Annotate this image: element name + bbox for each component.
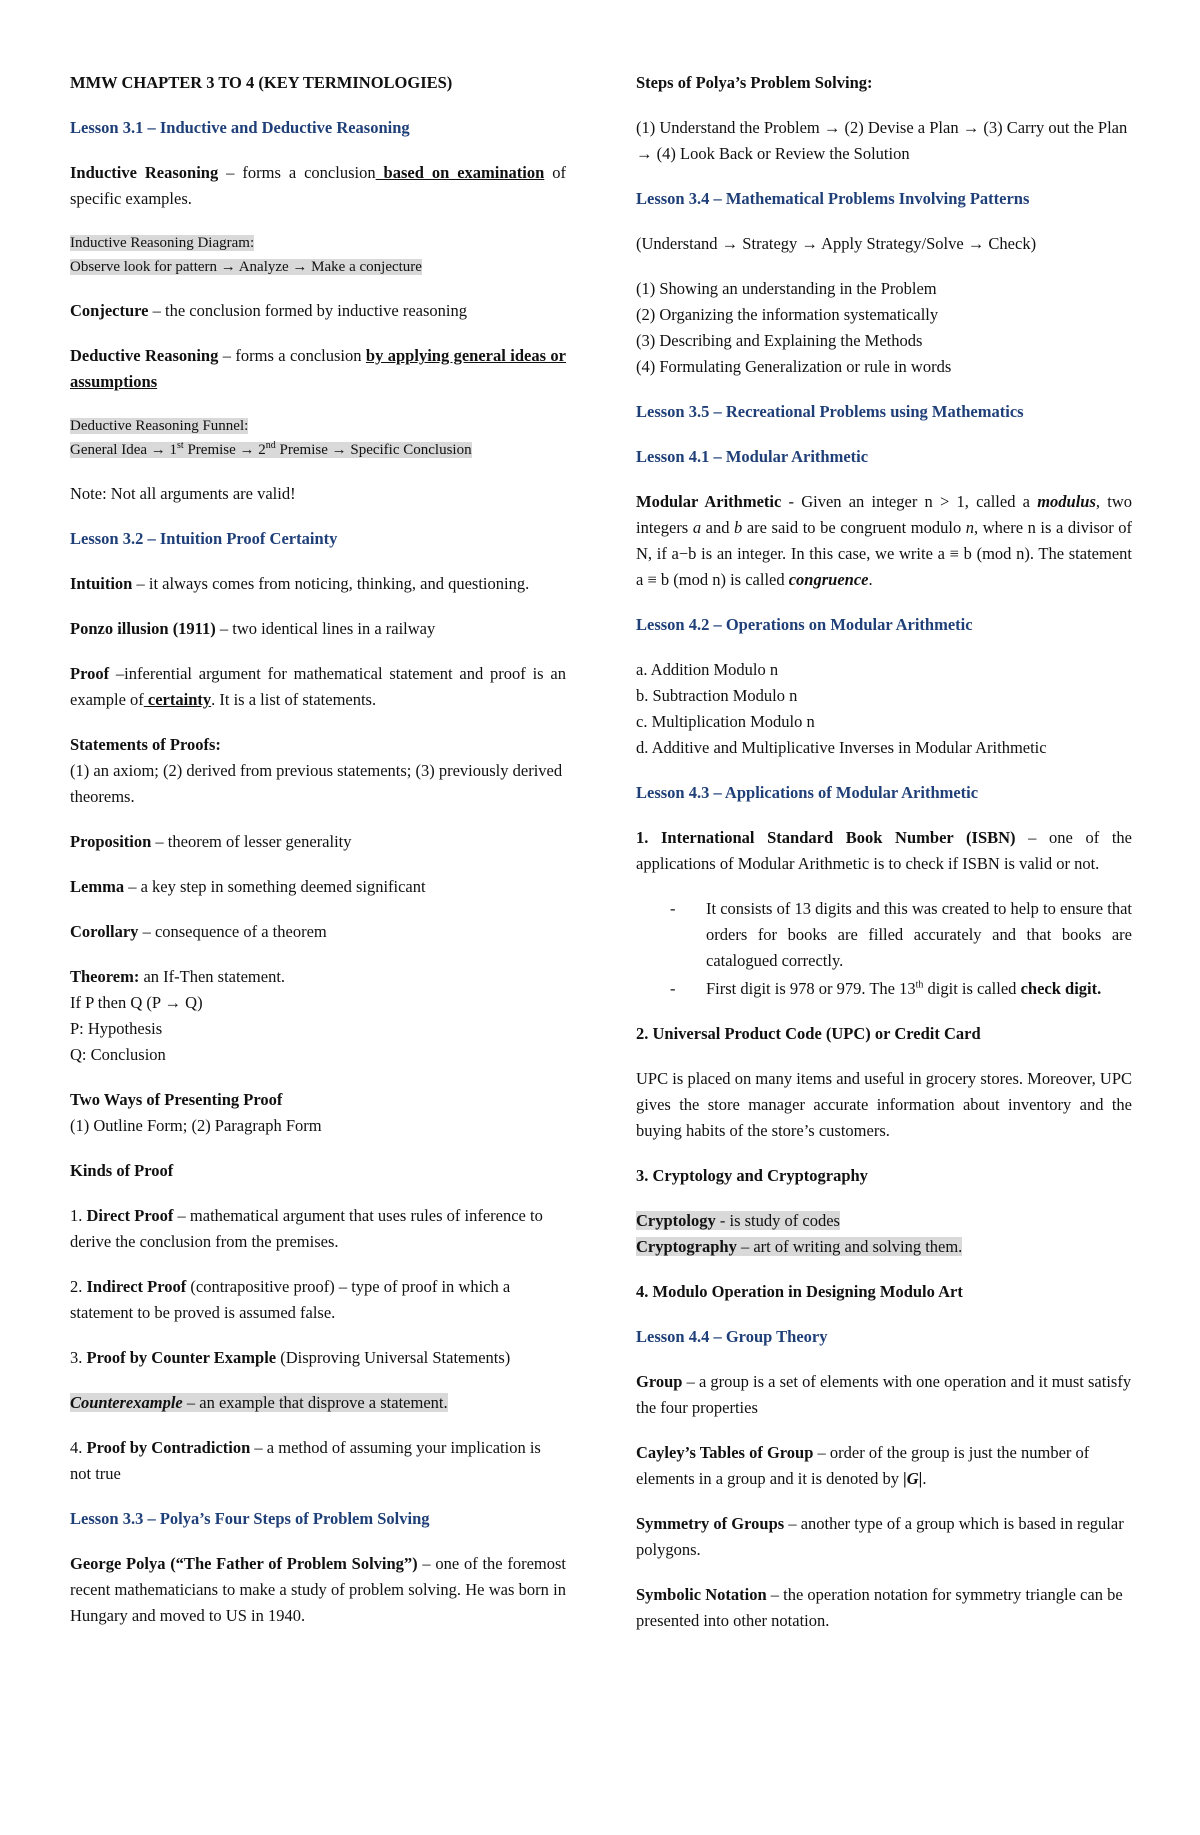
cryptology-heading: 3. Cryptology and Cryptography [636,1166,868,1185]
cryptology-definitions: Cryptology - is study of codes Cryptography – art of writing and solving them. [636,1211,963,1256]
direct-proof: 1. Direct Proof – mathematical argument that uses rules of inference to derive the conclusion from the premises. [70,1206,543,1251]
document-title: MMW CHAPTER 3 TO 4 (KEY TERMINOLOGIES) [70,73,453,92]
proof-by-counter-example: 3. Proof by Counter Example (Disproving Universal Statements) [70,1348,511,1367]
note: Note: Not all arguments are valid! [70,484,296,503]
corollary-definition: Corollary – consequence of a theorem [70,922,327,941]
indirect-proof: 2. Indirect Proof (contrapositive proof) – type of proof in which a statement to be proved is assumed false. [70,1277,511,1322]
counterexample-definition: Counterexample – an example that disprove a statement. [70,1393,448,1412]
deductive-reasoning-definition: Deductive Reasoning – forms a conclusion by applying general ideas or assumptions [70,346,566,391]
ponzo-illusion-definition: Ponzo illusion (1911) – two identical lines in a railway [70,619,436,638]
inductive-diagram: Inductive Reasoning Diagram: Observe look for pattern → Analyze → Make a conjecture [70,235,422,275]
isbn-definition: 1. International Standard Book Number (ISBN) – one of the applications of Modular Arithmetic is to check if ISBN is valid or not. [636,828,1132,873]
modular-arithmetic-definition: Modular Arithmetic - Given an integer n > 1, called a modulus, two integers a and b are said to be congruent modulo n, where n is a divisor of N, if a−b is an integer. In this case, we write a ≡ b (mod n). The statement a ≡ b (mod n) is called congruence. [636,492,1133,589]
two-ways-of-presenting-proof: Two Ways of Presenting Proof (1) Outline Form; (2) Paragraph Form [70,1090,322,1135]
symmetry-of-groups-definition: Symmetry of Groups – another type of a group which is based in regular polygons. [636,1514,1124,1559]
lesson-3-3-heading: Lesson 3.3 – Polya’s Four Steps of Problem Solving [70,1509,430,1528]
lesson-3-5-heading: Lesson 3.5 – Recreational Problems using Mathematics [636,402,1024,421]
conjecture-definition: Conjecture – the conclusion formed by inductive reasoning [70,301,467,320]
lesson-3-1-heading: Lesson 3.1 – Inductive and Deductive Reasoning [70,118,410,137]
theorem-definition: Theorem: an If-Then statement. If P then Q (P → Q) P: Hypothesis Q: Conclusion [70,967,286,1064]
list-item: - First digit is 978 or 979. The 13th digit is called check digit. [706,976,1132,1002]
isbn-bullets [636,896,1132,1002]
lesson-3-2-heading: Lesson 3.2 – Intuition Proof Certainty [70,529,338,548]
proof-definition: Proof –inferential argument for mathematical statement and proof is an example of certainty. It is a list of statements. [70,664,566,709]
lesson-3-4-heading: Lesson 3.4 – Mathematical Problems Involving Patterns [636,189,1030,208]
list-item: a. Addition Modulo n [636,660,779,679]
left-column [70,70,566,1648]
list-item: (2) Organizing the information systematically [636,305,939,324]
right-column [636,70,1132,1653]
lesson-4-1-heading: Lesson 4.1 – Modular Arithmetic [636,447,869,466]
lemma-definition: Lemma – a key step in something deemed significant [70,877,426,896]
group-definition: Group – a group is a set of elements with one operation and it must satisfy the four properties [636,1372,1132,1417]
statements-of-proofs: Statements of Proofs: (1) an axiom; (2) derived from previous statements; (3) previously derived theorems. [70,735,563,806]
cayley-tables-definition: Cayley’s Tables of Group – order of the group is just the number of elements in a group and it is denoted by |G|. [636,1443,1090,1488]
lesson-4-3-heading: Lesson 4.3 – Applications of Modular Arithmetic [636,783,979,802]
polya-steps-text: (1) Understand the Problem → (2) Devise a Plan → (3) Carry out the Plan → (4) Look Back or Review the Solution [636,118,1128,163]
upc-heading: 2. Universal Product Code (UPC) or Credit Card [636,1024,981,1043]
intuition-definition: Intuition – it always comes from noticing, thinking, and questioning. [70,574,530,593]
george-polya-definition: George Polya (“The Father of Problem Solving”) – one of the foremost recent mathematicians to make a study of problem solving. He was born in Hungary and moved to US in 1940. [70,1554,566,1625]
proposition-definition: Proposition – theorem of lesser generality [70,832,352,851]
list-item: (3) Describing and Explaining the Methods [636,331,923,350]
list-item: d. Additive and Multiplicative Inverses in Modular Arithmetic [636,738,1047,757]
pattern-flow: (Understand → Strategy → Apply Strategy/Solve → Check) [636,234,1037,253]
list-item: b. Subtraction Modulo n [636,686,798,705]
inductive-reasoning-definition: Inductive Reasoning – forms a conclusion based on examination of specific examples. [70,163,567,208]
kinds-of-proof-heading: Kinds of Proof [70,1161,174,1180]
proof-by-contradiction: 4. Proof by Contradiction – a method of assuming your implication is not true [70,1438,541,1483]
polya-steps-heading: Steps of Polya’s Problem Solving: [636,73,873,92]
pattern-steps-list [636,276,1132,380]
list-item: (1) Showing an understanding in the Problem [636,279,937,298]
symbolic-notation-definition: Symbolic Notation – the operation notation for symmetry triangle can be presented into other notation. [636,1585,1123,1630]
operations-list [636,657,1132,761]
modulo-art-heading: 4. Modulo Operation in Designing Modulo Art [636,1282,963,1301]
list-item: (4) Formulating Generalization or rule in words [636,357,952,376]
deductive-funnel: Deductive Reasoning Funnel: General Idea → 1st Premise → 2nd Premise → Specific Conclusion [70,418,472,458]
upc-text: UPC is placed on many items and useful in grocery stores. Moreover, UPC gives the store manager accurate information about inventory and the buying habits of the store’s customers. [636,1069,1132,1140]
lesson-4-2-heading: Lesson 4.2 – Operations on Modular Arithmetic [636,615,973,634]
lesson-4-4-heading: Lesson 4.4 – Group Theory [636,1327,828,1346]
list-item: c. Multiplication Modulo n [636,712,815,731]
list-item: - It consists of 13 digits and this was created to help to ensure that orders for books are filled accurately and that books are catalogued correctly. [706,896,1132,974]
